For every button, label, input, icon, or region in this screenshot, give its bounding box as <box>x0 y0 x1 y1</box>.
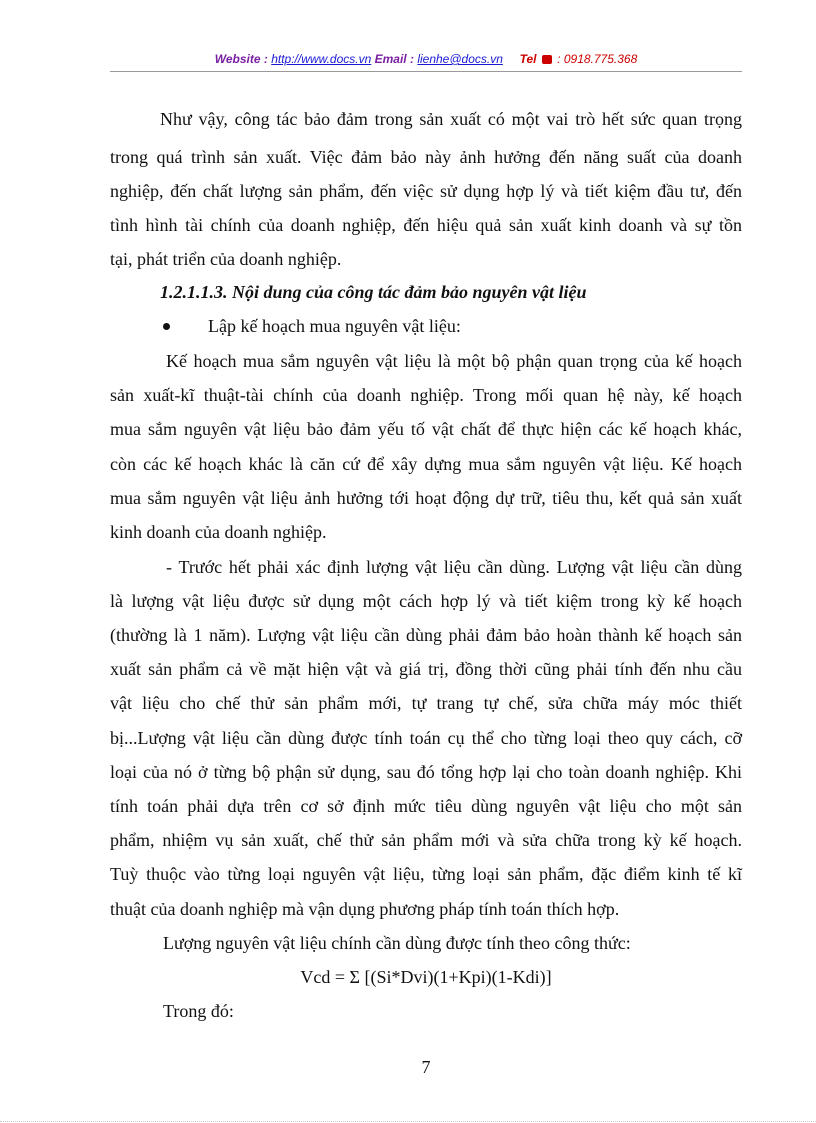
paragraph-3-line: vật liệu cho chế thử sản phẩm mới, tự trang tự chế, sửa chữa máy móc thiết <box>110 693 742 713</box>
paragraph-2-line: kinh doanh của doanh nghiệp. <box>110 522 327 542</box>
paragraph-1-line: tình hình tài chính của doanh nghiệp, đến hiệu quả sản xuất kinh doanh và sự tồn <box>110 215 742 235</box>
website-label: Website : <box>214 52 268 66</box>
paragraph-3-line: loại của nó ở từng bộ phận sử dụng, sau đó tổng hợp lại cho toàn doanh nghiệp. Khi <box>110 762 742 782</box>
where-label: Trong đó: <box>163 1001 234 1021</box>
email-label: Email : <box>374 52 414 66</box>
email-link[interactable]: lienhe@docs.vn <box>417 52 503 66</box>
section-heading: 1.2.1.1.3. Nội dung của công tác đảm bảo nguyên vật liệu <box>160 282 587 302</box>
paragraph-3-line: Tuỳ thuộc vào từng loại nguyên vật liệu, từng loại sản phẩm, đặc điểm kinh tế kĩ <box>110 864 742 884</box>
formula: Vcd = Σ [(Si*Dvi)(1+Kpi)(1-Kdi)] <box>300 967 552 987</box>
paragraph-3-line: là lượng vật liệu được sử dụng một cách hợp lý và tiết kiệm trong kỳ kế hoạch <box>110 591 742 611</box>
paragraph-3-line: phẩm, nhiệm vụ sản xuất, chế thử sản phẩm mới và sửa chữa trong kỳ kế hoạch. <box>110 830 742 850</box>
paragraph-3-line: bị...Lượng vật liệu cần dùng được tính toán cụ thể cho từng loại theo quy cách, cỡ <box>110 728 742 748</box>
header-divider <box>110 71 742 72</box>
paragraph-3-line: (thường là 1 năm). Lượng vật liệu cần dùng phải đảm bảo hoàn thành kế hoạch sản <box>110 625 742 645</box>
tel-label: Tel <box>519 52 537 66</box>
paragraph-3-line: - Trước hết phải xác định lượng vật liệu cần dùng. Lượng vật liệu cần dùng <box>166 557 742 577</box>
page-bottom-edge <box>0 1121 816 1122</box>
tel-value: : 0918.775.368 <box>557 52 638 66</box>
paragraph-2-line: Kế hoạch mua sắm nguyên vật liệu là một bộ phận quan trọng của kế hoạch <box>166 351 742 371</box>
paragraph-1-line: Như vậy, công tác bảo đảm trong sản xuất có một vai trò hết sức quan trọng <box>160 109 742 129</box>
bullet-item: Lập kế hoạch mua nguyên vật liệu: <box>208 316 461 336</box>
paragraph-2-line: sản xuất-kĩ thuật-tài chính của doanh nghiệp. Trong mối quan hệ này, kế hoạch <box>110 385 742 405</box>
paragraph-2-line: mua sắm nguyên vật liệu ảnh hưởng tới hoạt động dự trữ, tiêu thu, kết quả sản xuất <box>110 488 742 508</box>
paragraph-3-line: thuật của doanh nghiệp mà vận dụng phương pháp tính toán thích hợp. <box>110 899 620 919</box>
page-header <box>110 52 742 72</box>
paragraph-1-line: trong quá trình sản xuất. Việc đảm bảo này ảnh hưởng đến năng suất của doanh <box>110 147 742 167</box>
formula-intro: Lượng nguyên vật liệu chính cần dùng được tính theo công thức: <box>163 933 631 953</box>
bullet-icon <box>163 323 170 330</box>
paragraph-2-line: còn các kế hoạch khác là căn cứ để xây dựng mua sắm nguyên vật liệu. Kế hoạch <box>110 454 742 474</box>
website-link[interactable]: http://www.docs.vn <box>271 52 372 66</box>
paragraph-3-line: xuất sản phẩm cả về mặt hiện vật và giá trị, đồng thời cũng phải tính đến nhu cầu <box>110 659 742 679</box>
paragraph-1-line: tại, phát triển của doanh nghiệp. <box>110 249 342 269</box>
paragraph-1-line: nghiệp, đến chất lượng sản phẩm, đến việc sử dụng hợp lý và tiết kiệm đầu tư, đến <box>110 181 742 201</box>
paragraph-3-line: tính toán phải dựa trên cơ sở định mức tiêu dùng nguyên vật liệu cho một sản <box>110 796 742 816</box>
paragraph-2-line: mua sắm nguyên vật liệu bảo đảm yếu tố vật chất để thực hiện các kế hoạch khác, <box>110 419 742 439</box>
phone-icon <box>542 55 552 64</box>
page-number: 7 <box>421 1057 431 1077</box>
